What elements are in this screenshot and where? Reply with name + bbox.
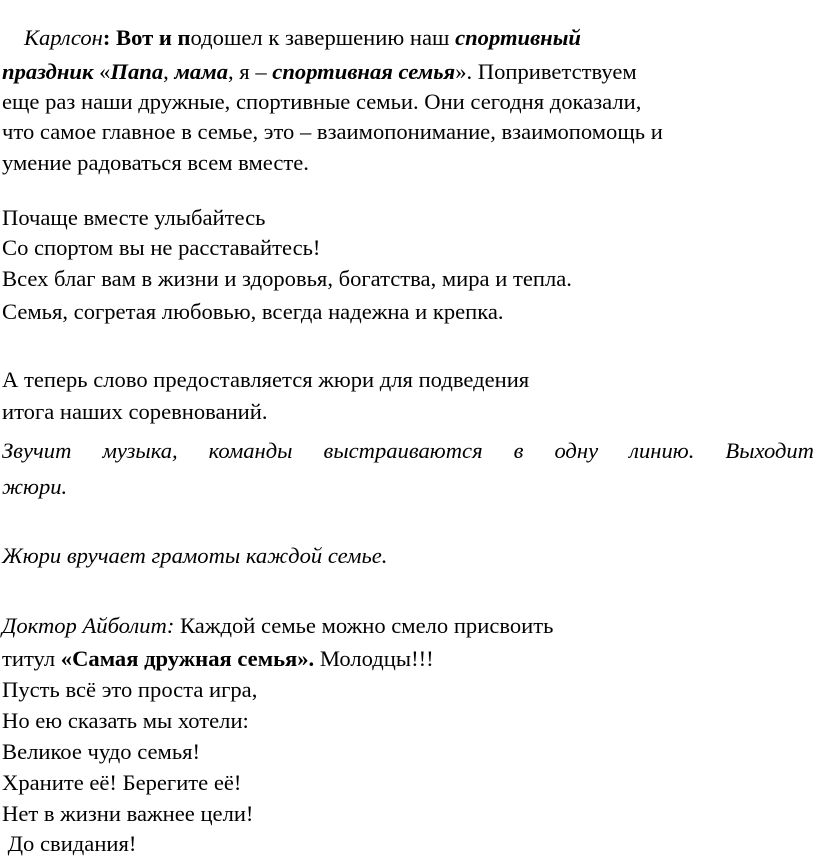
poem1-line-1: Почаще вместе улыбайтесь	[2, 205, 266, 230]
title-award: «Самая дружная семья».	[60, 646, 315, 671]
speaker-aibolit: Доктор Айболит:	[2, 613, 175, 638]
aibolit-line-2: титул «Самая дружная семья». Молодцы!!!	[2, 646, 434, 671]
jury-intro-line-1: А теперь слово предоставляется жюри для подведения	[2, 367, 530, 392]
stage-direction-line-1: Звучит музыка, команды выстраиваются в одну линию. Выходит	[2, 438, 814, 463]
poem2-line-1: Пусть всё это проста игра,	[2, 677, 258, 702]
stage-direction-jury: Жюри вручает грамоты каждой семье.	[2, 543, 388, 568]
karlson-line-5: умение радоваться всем вместе.	[2, 150, 309, 175]
karlson-line-1: Карлсон: Вот и подошел к завершению наш спортивный	[24, 25, 581, 50]
karlson-line-3: еще раз наши дружные, спортивные семьи. Они сегодня доказали,	[2, 89, 642, 114]
poem1-line-2: Со спортом вы не расставайтесь!	[2, 235, 321, 260]
karlson-line-4: что самое главное в семье, это – взаимопонимание, взаимопомощь и	[2, 119, 663, 144]
poem2-line-2: Но ею сказать мы хотели:	[2, 708, 249, 733]
karlson-line-2: праздник «Папа, мама, я – спортивная семья». Поприветствуем	[2, 59, 637, 84]
poem1-line-3: Всех благ вам в жизни и здоровья, богатства, мира и тепла.	[2, 266, 572, 291]
poem2-line-5: Нет в жизни важнее цели!	[2, 801, 254, 826]
poem2-line-3: Великое чудо семья!	[2, 739, 201, 764]
speaker-karlson: Карлсон	[24, 25, 103, 50]
stage-direction-line-2: жюри.	[2, 474, 68, 499]
poem2-line-4: Храните её! Берегите её!	[2, 770, 242, 795]
poem2-line-6: До свидания!	[2, 831, 137, 856]
aibolit-line-1: Доктор Айболит: Каждой семье можно смело присвоить	[2, 613, 554, 638]
jury-intro-line-2: итога наших соревнований.	[2, 399, 268, 424]
poem1-line-4: Семья, согретая любовью, всегда надежна и крепка.	[2, 299, 504, 324]
